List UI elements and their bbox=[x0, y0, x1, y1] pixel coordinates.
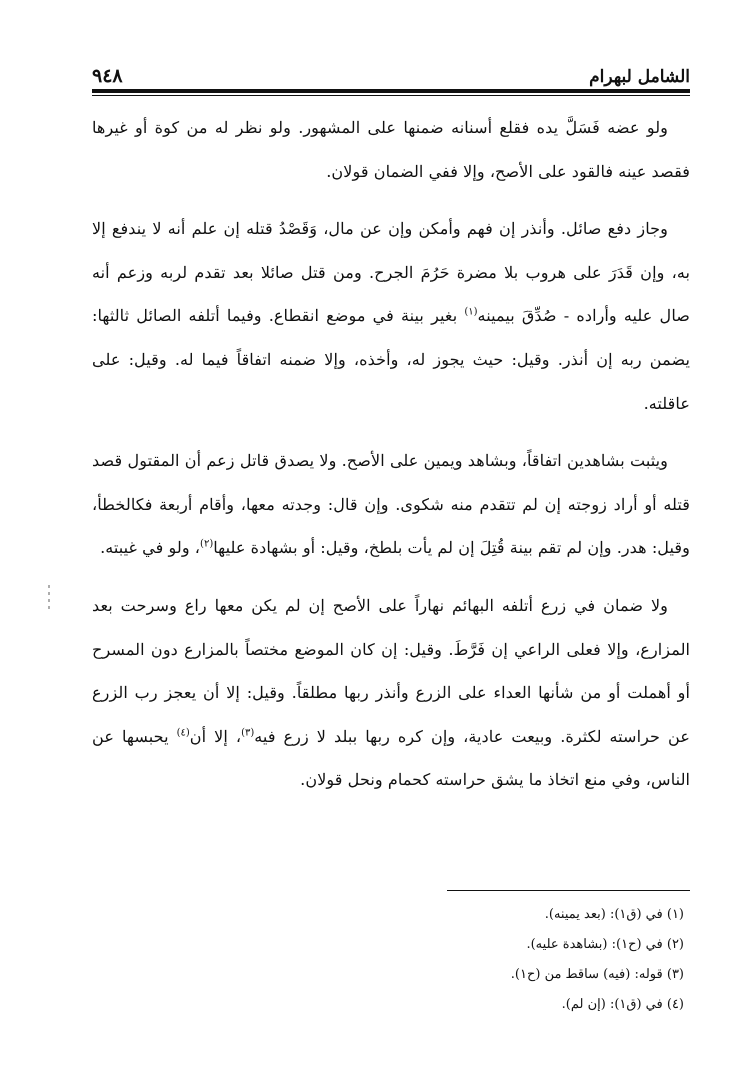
paragraph-text: ، ولو في غيبته. bbox=[100, 538, 201, 558]
scan-artifact bbox=[48, 585, 50, 613]
footnote-marker: (٢) bbox=[200, 538, 214, 550]
page-header bbox=[92, 50, 690, 86]
footnote-item: (٤) في (ق١): (إن لم). bbox=[561, 997, 684, 1012]
footnote-separator bbox=[447, 890, 690, 891]
paragraph bbox=[92, 584, 690, 802]
header-rule-thick bbox=[92, 89, 690, 93]
footnotes bbox=[92, 900, 690, 1020]
header-rule-thin bbox=[92, 95, 690, 96]
paragraph-text: يحبسها عن الناس، وفي منع اتخاذ ما يشق حراسته كحمام ونحل قولان. bbox=[92, 726, 690, 790]
paragraph bbox=[92, 439, 690, 570]
paragraph-text: ولا ضمان في زرع أتلفه البهائم نهاراً على الأصح إن لم يكن معها راع وسرحت بعد المزارع، وإلا فعلى الراعي إن فَرَّطَ. وقيل: إن كان الموضع مختصاً بالمزارع دون المسرح أو أهملت أو من شأنها العداء على الزرع وأنذر ربها مطلقاً. وقيل: إلا أن يعجز رب الزرع عن حراسته لكثرة. وبيعت عادية، وإن كره ربها ببلد لا زرع فيه bbox=[92, 595, 690, 746]
footnote-item: (٣) قوله: (فيه) ساقط من (ح١). bbox=[510, 967, 684, 982]
page-number: ٩٤٨ bbox=[92, 65, 123, 87]
footnote-marker: (٣) bbox=[241, 727, 255, 739]
footnote-item: (١) في (ق١): (بعد يمينه). bbox=[544, 907, 684, 922]
running-title: الشامل لبهرام bbox=[589, 67, 690, 87]
paragraph-text: ، إلا أن bbox=[189, 726, 242, 746]
paragraph-text: ويثبت بشاهدين اتفاقاً، وبشاهد ويمين على الأصح. ولا يصدق قاتل زعم أن المقتول قصد قتله أو أراد زوجته إن لم تتقدم منه شكوى. وإن قال: وجدته معها، وأقام أربعة فكالخطأ، وقيل: هدر. وإن لم تقم بينة قُتِلَ إن لم يأت بلطخ، وقيل: أو بشهادة عليها bbox=[92, 451, 690, 558]
paragraph bbox=[92, 106, 690, 193]
footnote-marker: (١) bbox=[464, 306, 478, 318]
paragraph bbox=[92, 207, 690, 425]
paragraph-text: بغير بينة في موضع انقطاع. وفيما أتلفه الصائل ثالثها: يضمن ربه إن أنذر. وقيل: حيث يجوز له، وأخذه، وإلا ضمنه اتفاقاً فيما له. وقيل: على عاقلته. bbox=[92, 306, 690, 413]
paragraph-text: ولو عضه فَسَلَّ يده فقلع أسنانه ضمنها على المشهور. ولو نظر له من كوة أو غيرها فقصد عينه فالقود على الأصح، وإلا ففي الضمان قولان. bbox=[92, 118, 690, 181]
footnote-item: (٢) في (ح١): (بشاهدة عليه). bbox=[526, 937, 684, 952]
body-text bbox=[92, 106, 690, 802]
paragraph-text: وجاز دفع صائل. وأنذر إن فهم وأمكن وإن عن مال، وَقَصْدُ قتله إن علم أنه لا يندفع إلا به، وإن قَدَرَ على هروب بلا مضرة حَرُمَ الجرح. ومن قتل صائلا بعد تقدم لربه وزعم أنه صال عليه وأراده - صُدِّقَ بيمينه bbox=[92, 219, 690, 326]
footnote-marker: (٤) bbox=[176, 727, 190, 739]
